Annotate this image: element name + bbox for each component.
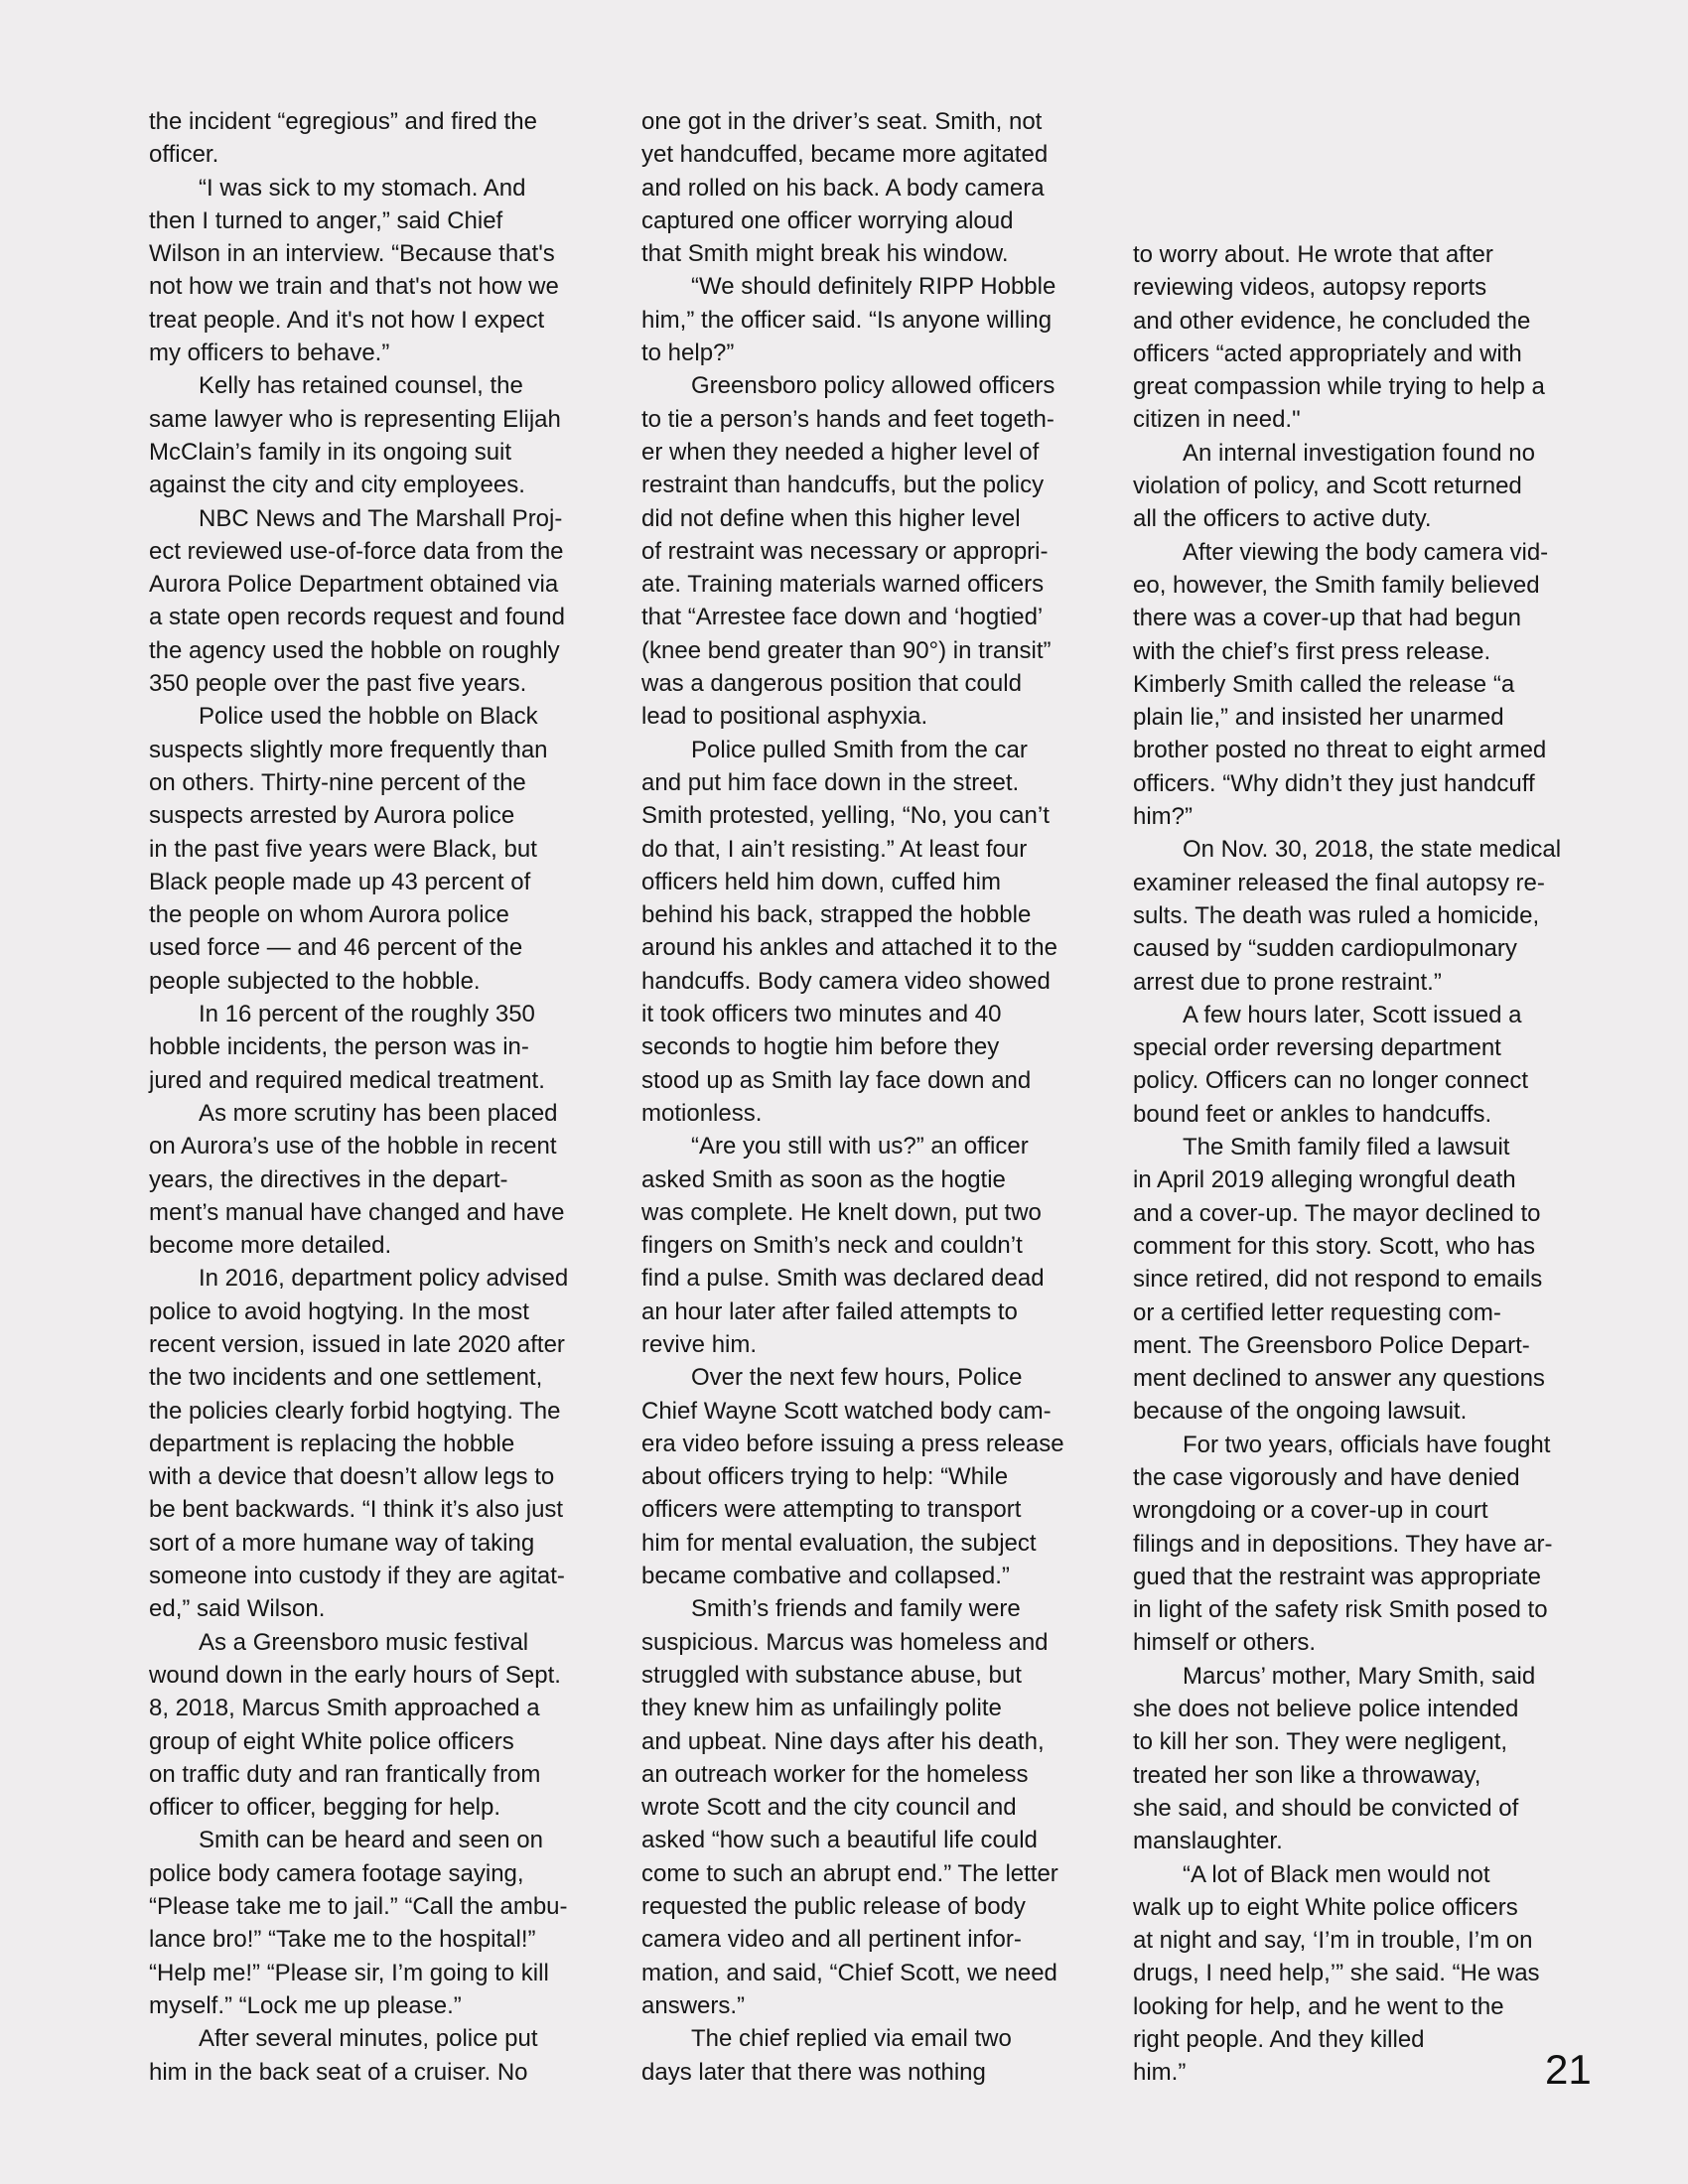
text-line: right people. And they killed: [1133, 2026, 1425, 2054]
text-line: er when they needed a higher level of: [641, 438, 1040, 466]
text-line: special order reversing department: [1133, 1034, 1501, 1062]
text-line: against the city and city employees.: [149, 472, 525, 499]
text-line: do that, I ain’t resisting.” At least four: [641, 835, 1028, 863]
text-line: it took officers two minutes and 40: [641, 1001, 1002, 1028]
text-line: “Please take me to jail.” “Call the ambu-: [149, 1893, 568, 1921]
text-line: at night and say, ‘I’m in trouble, I’m on: [1133, 1927, 1533, 1955]
text-line: used force — and 46 percent of the: [149, 934, 523, 962]
text-line: ed,” said Wilson.: [149, 1595, 326, 1623]
text-line: restraint than handcuffs, but the policy: [641, 472, 1045, 499]
text-line: caused by “sudden cardiopulmonary: [1133, 935, 1517, 963]
text-line: handcuffs. Body camera video showed: [641, 967, 1051, 995]
text-line: violation of policy, and Scott returned: [1133, 473, 1522, 500]
text-line: ment’s manual have changed and have: [149, 1198, 565, 1226]
text-line: seconds to hogtie him before they: [641, 1033, 1000, 1061]
text-line: an outreach worker for the homeless: [641, 1760, 1029, 1788]
text-line: a state open records request and found: [149, 604, 565, 631]
text-line: manslaughter.: [1133, 1828, 1283, 1855]
text-line: to kill her son. They were negligent,: [1133, 1728, 1508, 1756]
text-line: group of eight White police officers: [149, 1727, 514, 1755]
text-line: one got in the driver’s seat. Smith, not: [641, 108, 1043, 135]
text-line: police to avoid hogtying. In the most: [149, 1297, 529, 1325]
text-line: “We should definitely RIPP Hobble: [691, 273, 1056, 301]
text-line: in April 2019 alleging wrongful death: [1133, 1166, 1516, 1194]
text-line: On Nov. 30, 2018, the state medical: [1183, 836, 1562, 864]
text-line: “Are you still with us?” an officer: [691, 1133, 1029, 1160]
text-line: Aurora Police Department obtained via: [149, 571, 559, 599]
text-line: him,” the officer said. “Is anyone willing: [641, 306, 1053, 334]
text-line: she does not believe police intended: [1133, 1696, 1519, 1723]
text-line: brother posted no threat to eight armed: [1133, 737, 1547, 764]
text-line: In 16 percent of the roughly 350: [199, 1001, 535, 1028]
text-line: In 2016, department policy advised: [199, 1265, 569, 1293]
text-line: walk up to eight White police officers: [1133, 1893, 1518, 1921]
text-line: For two years, officials have fought: [1183, 1431, 1551, 1458]
text-line: lance bro!” “Take me to the hospital!”: [149, 1926, 536, 1954]
text-line: Police used the hobble on Black: [199, 703, 538, 731]
article-column-1: [149, 105, 606, 2089]
text-line: officers “acted appropriately and with: [1133, 340, 1522, 367]
text-line: because of the ongoing lawsuit.: [1133, 1398, 1468, 1426]
text-line: treated her son like a throwaway,: [1133, 1761, 1481, 1789]
text-line: same lawyer who is representing Elijah: [149, 405, 561, 433]
text-line: captured one officer worrying aloud: [641, 206, 1014, 234]
text-line: the case vigorously and have denied: [1133, 1463, 1520, 1491]
text-line: plain lie,” and insisted her unarmed: [1133, 704, 1504, 732]
text-line: ate. Training materials warned officers: [641, 571, 1045, 599]
article-column-3: [1133, 238, 1590, 2090]
text-line: motionless.: [641, 1099, 763, 1127]
text-line: there was a cover-up that had begun: [1133, 605, 1521, 632]
text-line: officers held him down, cuffed him: [641, 868, 1001, 895]
text-line: Smith can be heard and seen on: [199, 1827, 543, 1854]
text-line: “I was sick to my stomach. And: [199, 174, 526, 202]
text-line: The Smith family filed a lawsuit: [1183, 1134, 1510, 1161]
text-line: with the chief’s first press release.: [1133, 637, 1491, 665]
text-line: officers were attempting to transport: [641, 1496, 1022, 1524]
text-line: jured and required medical treatment.: [149, 1066, 545, 1094]
text-line: A few hours later, Scott issued a: [1183, 1001, 1522, 1028]
text-line: that Smith might break his window.: [641, 240, 1009, 268]
text-line: people subjected to the hobble.: [149, 967, 481, 995]
text-line: great compassion while trying to help a: [1133, 373, 1545, 401]
text-line: find a pulse. Smith was declared dead: [641, 1265, 1045, 1293]
text-line: and upbeat. Nine days after his death,: [641, 1727, 1045, 1755]
text-line: suspicious. Marcus was homeless and: [641, 1628, 1049, 1656]
text-line: was a dangerous position that could: [641, 670, 1022, 698]
text-line: about officers trying to help: “While: [641, 1463, 1009, 1491]
text-line: 350 people over the past five years.: [149, 670, 527, 698]
text-line: asked “how such a beautiful life could: [641, 1827, 1038, 1854]
text-line: to worry about. He wrote that after: [1133, 241, 1493, 268]
text-line: and put him face down in the street.: [641, 768, 1020, 796]
text-line: ect reviewed use-of-force data from the: [149, 537, 564, 565]
text-line: gued that the restraint was appropriate: [1133, 1563, 1541, 1590]
text-line: Kimberly Smith called the release “a: [1133, 670, 1515, 698]
text-line: Police pulled Smith from the car: [691, 736, 1028, 763]
text-line: in the past five years were Black, but: [149, 835, 537, 863]
text-line: and a cover-up. The mayor declined to: [1133, 1199, 1541, 1227]
text-line: was complete. He knelt down, put two: [641, 1198, 1042, 1226]
text-line: be bent backwards. “I think it’s also just: [149, 1496, 564, 1524]
text-line: recent version, issued in late 2020 after: [149, 1330, 565, 1358]
text-line: Over the next few hours, Police: [691, 1364, 1023, 1392]
text-line: drugs, I need help,’” she said. “He was: [1133, 1960, 1540, 1987]
text-line: looking for help, and he went to the: [1133, 1992, 1504, 2020]
text-line: officer.: [149, 141, 219, 169]
text-line: my officers to behave.”: [149, 340, 390, 367]
text-line: filings and in depositions. They have ar-: [1133, 1530, 1553, 1558]
text-line: After viewing the body camera vid-: [1183, 538, 1549, 566]
text-line: sort of a more humane way of taking: [149, 1529, 535, 1557]
text-line: revive him.: [641, 1330, 758, 1358]
text-line: sults. The death was ruled a homicide,: [1133, 901, 1540, 929]
text-line: The chief replied via email two: [691, 2025, 1012, 2053]
text-line: citizen in need.": [1133, 406, 1301, 434]
text-line: him for mental evaluation, the subject: [641, 1529, 1037, 1557]
text-line: and other evidence, he concluded the: [1133, 307, 1531, 335]
text-line: the incident “egregious” and fired the: [149, 108, 537, 135]
text-line: arrest due to prone restraint.”: [1133, 968, 1442, 996]
text-line: struggled with substance abuse, but: [641, 1661, 1022, 1689]
text-line: on traffic duty and ran frantically from: [149, 1760, 541, 1788]
text-line: lead to positional asphyxia.: [641, 703, 928, 731]
text-line: days later that there was nothing: [641, 2058, 986, 2086]
text-line: years, the directives in the depart-: [149, 1165, 508, 1193]
text-line: of restraint was necessary or appropri-: [641, 537, 1049, 565]
text-line: ment declined to answer any questions: [1133, 1365, 1545, 1393]
text-line: era video before issuing a press release: [641, 1430, 1064, 1457]
text-line: him?”: [1133, 803, 1194, 831]
text-line: the agency used the hobble on roughly: [149, 636, 560, 664]
text-line: on others. Thirty-nine percent of the: [149, 768, 526, 796]
text-line: around his ankles and attached it to the: [641, 934, 1057, 962]
text-line: reviewing videos, autopsy reports: [1133, 274, 1487, 302]
text-line: comment for this story. Scott, who has: [1133, 1232, 1536, 1260]
text-line: suspects slightly more frequently than: [149, 736, 548, 763]
text-line: behind his back, strapped the hobble: [641, 901, 1032, 929]
text-line: stood up as Smith lay face down and: [641, 1066, 1032, 1094]
text-line: an hour later after failed attempts to: [641, 1297, 1018, 1325]
text-line: officer to officer, begging for help.: [149, 1794, 501, 1822]
text-line: 8, 2018, Marcus Smith approached a: [149, 1695, 540, 1722]
text-line: Smith’s friends and family were: [691, 1595, 1021, 1623]
text-line: NBC News and The Marshall Proj-: [199, 504, 563, 532]
text-line: then I turned to anger,” said Chief: [149, 206, 503, 234]
text-line: Chief Wayne Scott watched body cam-: [641, 1397, 1052, 1425]
text-line: Kelly has retained counsel, the: [199, 372, 523, 400]
text-line: wound down in the early hours of Sept.: [149, 1661, 561, 1689]
text-line: McClain’s family in its ongoing suit: [149, 438, 512, 466]
text-line: requested the public release of body: [641, 1893, 1026, 1921]
text-line: on Aurora’s use of the hobble in recent: [149, 1133, 557, 1160]
text-line: the people on whom Aurora police: [149, 901, 509, 929]
text-line: him.”: [1133, 2059, 1187, 2087]
text-line: myself.” “Lock me up please.”: [149, 1991, 462, 2019]
text-line: As a Greensboro music festival: [199, 1628, 529, 1656]
text-line: to tie a person’s hands and feet togeth-: [641, 405, 1055, 433]
text-line: “Help me!” “Please sir, I’m going to kill: [149, 1959, 549, 1986]
text-line: mation, and said, “Chief Scott, we need: [641, 1959, 1057, 1986]
text-line: wrongdoing or a cover-up in court: [1133, 1497, 1488, 1525]
text-line: An internal investigation found no: [1183, 439, 1535, 467]
text-line: they knew him as unfailingly polite: [641, 1695, 1002, 1722]
text-line: policy. Officers can no longer connect: [1133, 1067, 1528, 1095]
text-line: the policies clearly forbid hogtying. The: [149, 1397, 561, 1425]
text-line: since retired, did not respond to emails: [1133, 1266, 1543, 1294]
text-line: Marcus’ mother, Mary Smith, said: [1183, 1662, 1536, 1690]
text-line: suspects arrested by Aurora police: [149, 802, 515, 830]
article-column-2: [641, 105, 1098, 2089]
text-line: asked Smith as soon as the hogtie: [641, 1165, 1006, 1193]
text-line: officers. “Why didn’t they just handcuff: [1133, 769, 1535, 797]
text-line: or a certified letter requesting com-: [1133, 1298, 1501, 1326]
text-line: Black people made up 43 percent of: [149, 868, 531, 895]
text-line: After several minutes, police put: [199, 2025, 538, 2053]
text-line: bound feet or ankles to handcuffs.: [1133, 1100, 1492, 1128]
text-line: As more scrutiny has been placed: [199, 1099, 558, 1127]
text-line: become more detailed.: [149, 1232, 392, 1260]
text-line: became combative and collapsed.”: [641, 1563, 1010, 1590]
text-line: him in the back seat of a cruiser. No: [149, 2058, 528, 2086]
text-line: someone into custody if they are agitat-: [149, 1563, 565, 1590]
text-line: police body camera footage saying,: [149, 1859, 524, 1887]
text-line: fingers on Smith’s neck and couldn’t: [641, 1232, 1023, 1260]
text-line: and rolled on his back. A body camera: [641, 174, 1045, 202]
text-line: in light of the safety risk Smith posed to: [1133, 1596, 1548, 1624]
text-line: yet handcuffed, became more agitated: [641, 141, 1049, 169]
text-line: “A lot of Black men would not: [1183, 1860, 1490, 1888]
text-line: did not define when this higher level: [641, 504, 1021, 532]
page-number: 21: [1545, 2046, 1592, 2093]
text-line: hobble incidents, the person was in-: [149, 1033, 529, 1061]
text-line: ment. The Greensboro Police Depart-: [1133, 1331, 1530, 1359]
text-line: all the officers to active duty.: [1133, 505, 1432, 533]
text-line: she said, and should be convicted of: [1133, 1794, 1519, 1822]
text-line: department is replacing the hobble: [149, 1430, 515, 1457]
text-line: not how we train and that's not how we: [149, 273, 559, 301]
text-line: Wilson in an interview. “Because that's: [149, 240, 555, 268]
text-line: Smith protested, yelling, “No, you can’t: [641, 802, 1050, 830]
text-line: wrote Scott and the city council and: [641, 1794, 1017, 1822]
text-line: that “Arrestee face down and ‘hogtied’: [641, 604, 1044, 631]
text-line: Greensboro policy allowed officers: [691, 372, 1055, 400]
text-line: come to such an abrupt end.” The letter: [641, 1859, 1058, 1887]
text-line: himself or others.: [1133, 1629, 1317, 1657]
text-line: camera video and all pertinent infor-: [641, 1926, 1022, 1954]
text-line: to help?”: [641, 340, 735, 367]
text-line: (knee bend greater than 90°) in transit”: [641, 636, 1052, 664]
text-line: eo, however, the Smith family believed: [1133, 571, 1540, 599]
text-line: the two incidents and one settlement,: [149, 1364, 543, 1392]
text-line: treat people. And it's not how I expect: [149, 306, 545, 334]
text-line: answers.”: [641, 1991, 746, 2019]
text-line: with a device that doesn’t allow legs to: [149, 1463, 555, 1491]
text-line: examiner released the final autopsy re-: [1133, 869, 1545, 896]
